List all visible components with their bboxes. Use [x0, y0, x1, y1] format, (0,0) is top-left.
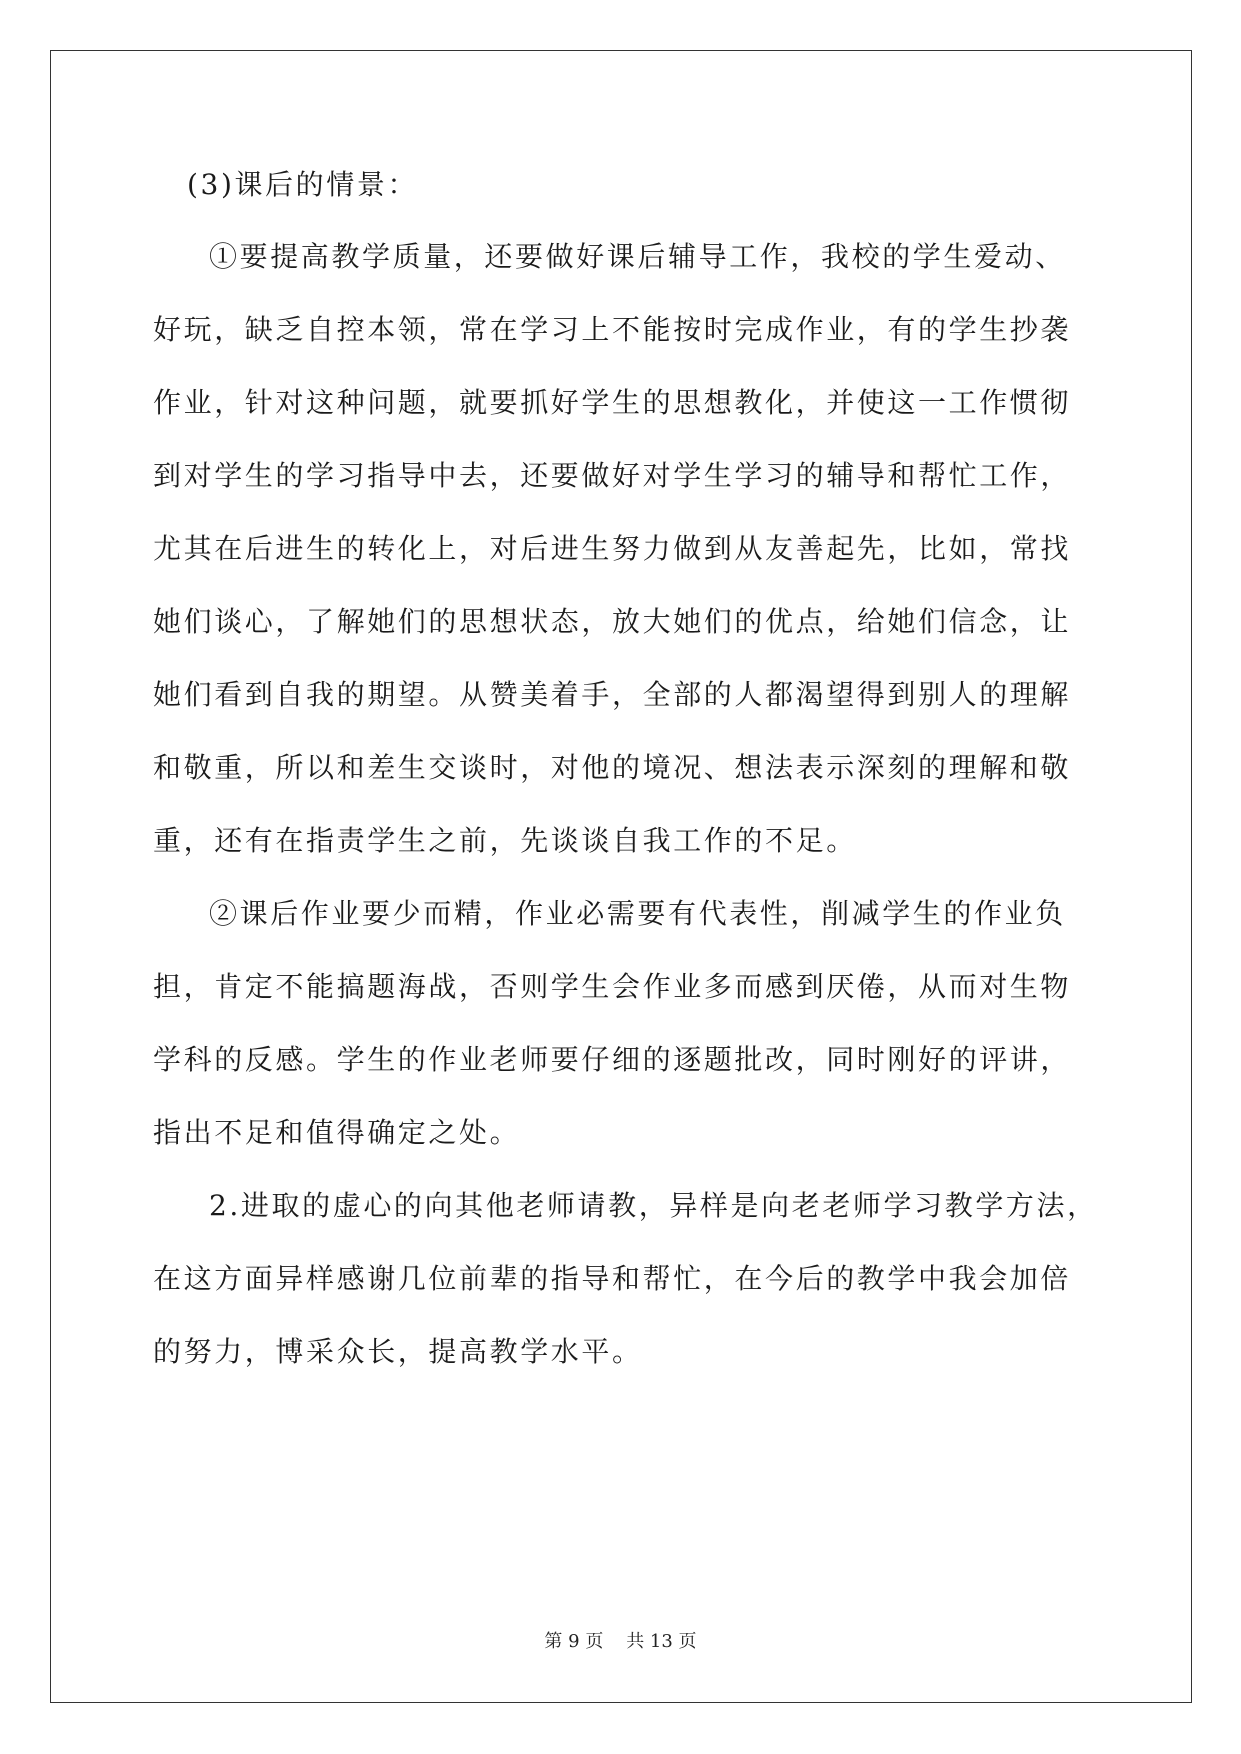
paragraph-heading: (3)课后的情景： [187, 168, 419, 201]
paragraph-line: 她们看到自我的期望。从赞美着手，全部的人都渴望得到别人的理解 [153, 678, 1072, 711]
paragraph-line: ①要提高教学质量，还要做好课后辅导工作，我校的学生爱动、 [209, 240, 1066, 273]
paragraph-line: 作业，针对这种问题，就要抓好学生的思想教化，并使这一工作惯彻 [153, 386, 1072, 419]
paragraph-line: ②课后作业要少而精，作业必需要有代表性，削减学生的作业负 [209, 897, 1066, 930]
paragraph-line: 到对学生的学习指导中去，还要做好对学生学习的辅导和帮忙工作， [153, 459, 1072, 492]
page-number: 第 9 页 共 13 页 [544, 1631, 697, 1652]
paragraph-line: 和敬重，所以和差生交谈时，对他的境况、想法表示深刻的理解和敬 [153, 751, 1072, 784]
paragraph-line: 好玩，缺乏自控本领，常在学习上不能按时完成作业，有的学生抄袭 [153, 313, 1072, 346]
paragraph-line: 尤其在后进生的转化上，对后进生努力做到从友善起先，比如，常找 [153, 532, 1072, 565]
paragraph-line: 在这方面异样感谢几位前辈的指导和帮忙，在今后的教学中我会加倍 [153, 1262, 1072, 1295]
paragraph-line: 2.进取的虚心的向其他老师请教，异样是向老老师学习教学方法， [209, 1189, 1098, 1222]
page-border [50, 50, 1192, 1703]
paragraph-line: 担，肯定不能搞题海战，否则学生会作业多而感到厌倦，从而对生物 [153, 970, 1072, 1003]
paragraph-line: 的努力，博采众长，提高教学水平。 [153, 1335, 643, 1368]
paragraph-line: 指出不足和值得确定之处。 [153, 1116, 521, 1149]
paragraph-line: 重，还有在指责学生之前，先谈谈自我工作的不足。 [153, 824, 857, 857]
paragraph-line: 学科的反感。学生的作业老师要仔细的逐题批改，同时刚好的评讲， [153, 1043, 1072, 1076]
page-footer [0, 1630, 1241, 1654]
paragraph-line: 她们谈心，了解她们的思想状态，放大她们的优点，给她们信念，让 [153, 605, 1072, 638]
